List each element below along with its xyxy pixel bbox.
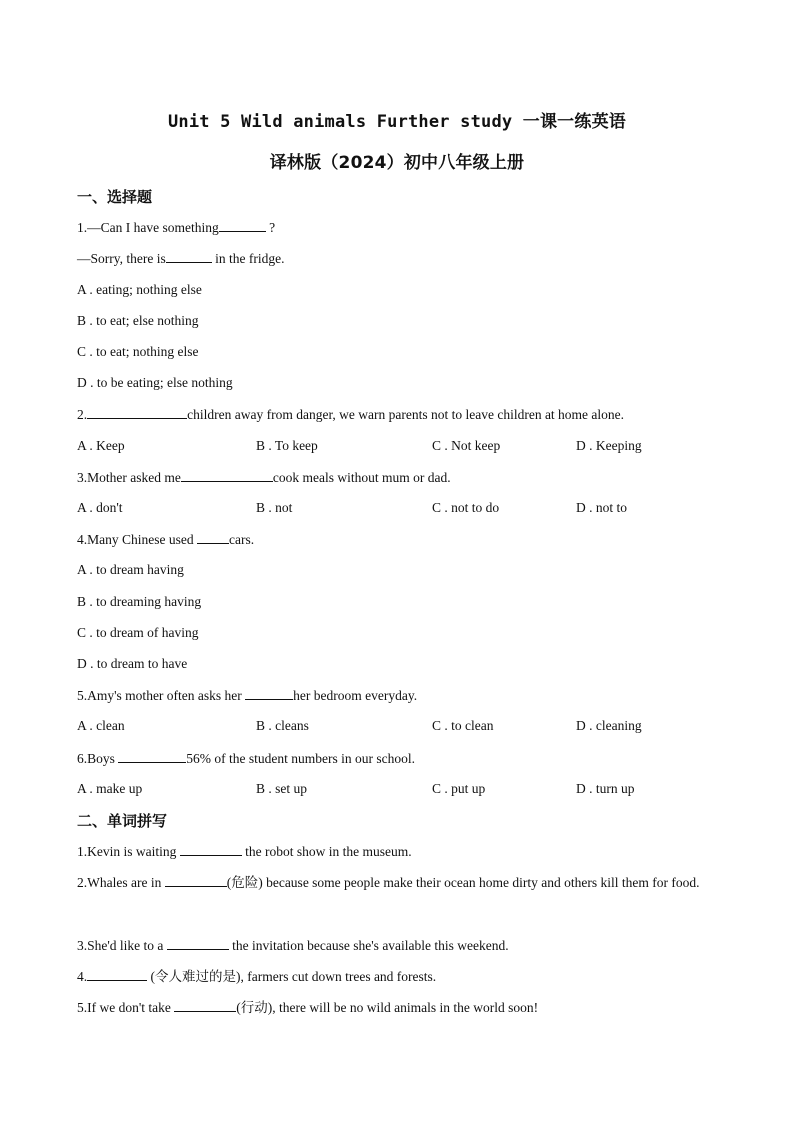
question-4-option-d[interactable]: D . to dream to have <box>77 656 188 671</box>
section-heading-choice: 一、选择题 <box>77 188 153 206</box>
question-1-line-1: 1.—Can I have something ? <box>77 220 276 235</box>
worksheet-subtitle: 译林版（2024）初中八年级上册 <box>269 153 525 173</box>
answer-blank[interactable] <box>181 468 273 482</box>
question-1-option-d[interactable]: D . to be eating; else nothing <box>77 375 233 390</box>
answer-blank[interactable] <box>87 967 147 981</box>
question-3-option-d[interactable]: D . not to <box>576 500 628 515</box>
question-1-option-b[interactable]: B . to eat; else nothing <box>77 313 199 328</box>
question-2-stem: 2. children away from danger, we warn parents not to leave children at home alone. <box>77 407 625 422</box>
question-6-stem: 6.Boys 56% of the student numbers in our school. <box>77 751 415 766</box>
question-1-line-2: —Sorry, there is in the fridge. <box>77 251 285 266</box>
question-5-option-d[interactable]: D . cleaning <box>576 718 642 733</box>
question-2-option-c[interactable]: C . Not keep <box>432 438 501 453</box>
answer-blank[interactable] <box>180 842 242 856</box>
answer-blank[interactable] <box>118 749 186 763</box>
question-1-option-a[interactable]: A . eating; nothing else <box>77 282 202 297</box>
question-2-option-d[interactable]: D . Keeping <box>576 438 642 453</box>
question-2-option-b[interactable]: B . To keep <box>256 438 318 453</box>
answer-blank[interactable] <box>167 936 229 950</box>
answer-blank[interactable] <box>245 686 293 700</box>
spelling-question-2: 2.Whales are in (危险) because some people make their ocean home dirty and others kill them for food. <box>77 875 700 890</box>
question-2-option-a[interactable]: A . Keep <box>77 438 125 453</box>
spelling-question-4: 4. (令人难过的是), farmers cut down trees and forests. <box>77 969 437 984</box>
spelling-question-5: 5.If we don't take (行动), there will be no wild animals in the world soon! <box>77 1000 539 1015</box>
worksheet-title: Unit 5 Wild animals Further study 一课一练英语 <box>168 112 626 132</box>
answer-blank[interactable] <box>197 530 229 544</box>
question-6-option-c[interactable]: C . put up <box>432 781 486 796</box>
question-3-option-b[interactable]: B . not <box>256 500 293 515</box>
question-6-option-d[interactable]: D . turn up <box>576 781 635 796</box>
question-4-option-b[interactable]: B . to dreaming having <box>77 594 202 609</box>
question-5-option-c[interactable]: C . to clean <box>432 718 494 733</box>
section-heading-spelling: 二、单词拼写 <box>77 812 168 830</box>
question-5-option-b[interactable]: B . cleans <box>256 718 309 733</box>
question-3-stem: 3.Mother asked me cook meals without mum or dad. <box>77 470 451 485</box>
question-4-stem: 4.Many Chinese used cars. <box>77 532 255 547</box>
question-1-option-c[interactable]: C . to eat; nothing else <box>77 344 199 359</box>
question-6-option-b[interactable]: B . set up <box>256 781 308 796</box>
question-4-option-c[interactable]: C . to dream of having <box>77 625 199 640</box>
spelling-question-1: 1.Kevin is waiting the robot show in the museum. <box>77 844 412 859</box>
question-4-option-a[interactable]: A . to dream having <box>77 562 184 577</box>
answer-blank[interactable] <box>219 218 266 232</box>
answer-blank[interactable] <box>165 873 227 887</box>
spelling-question-3: 3.She'd like to a the invitation because she's available this weekend. <box>77 938 509 953</box>
question-5-option-a[interactable]: A . clean <box>77 718 125 733</box>
question-3-option-a[interactable]: A . don't <box>77 500 123 515</box>
question-6-option-a[interactable]: A . make up <box>77 781 143 796</box>
question-5-stem: 5.Amy's mother often asks her her bedroom everyday. <box>77 688 418 703</box>
question-3-option-c[interactable]: C . not to do <box>432 500 500 515</box>
answer-blank[interactable] <box>174 998 236 1012</box>
answer-blank[interactable] <box>166 249 212 263</box>
answer-blank[interactable] <box>87 405 187 419</box>
